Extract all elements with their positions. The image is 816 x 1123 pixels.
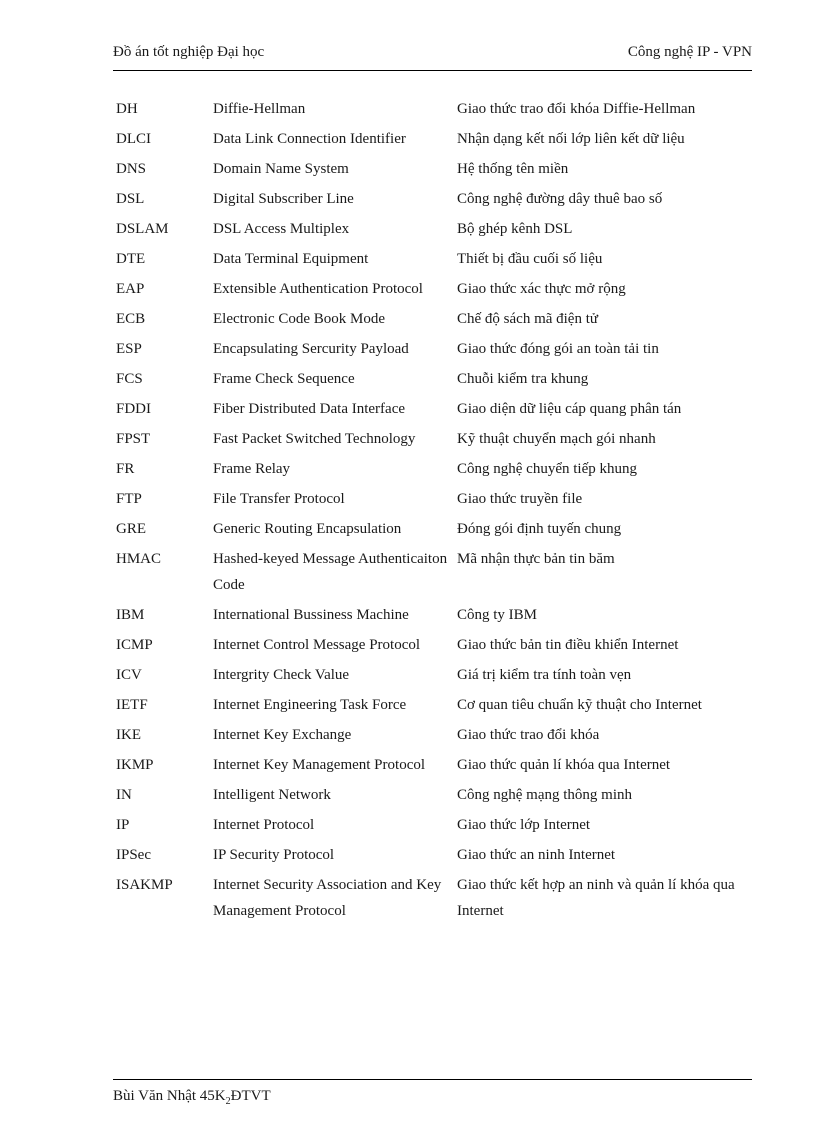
vietnamese-term-cell: Giao thức xác thực mở rộng bbox=[457, 281, 626, 297]
abbreviation-cell: DLCI bbox=[116, 131, 151, 147]
vietnamese-term-cell: Giao thức lớp Internet bbox=[457, 817, 591, 833]
english-term-cell: Electronic Code Book Mode bbox=[213, 311, 386, 327]
english-term-cell: Fast Packet Switched Technology bbox=[213, 431, 416, 447]
abbreviation-cell: FCS bbox=[116, 371, 143, 387]
abbreviation-cell: IBM bbox=[116, 607, 145, 623]
abbreviation-cell: DTE bbox=[116, 251, 146, 267]
english-term-cell: Internet Protocol bbox=[213, 817, 315, 833]
abbreviation-cell: ESP bbox=[116, 341, 142, 357]
abbreviation-cell: FR bbox=[116, 461, 135, 477]
table-row bbox=[116, 336, 756, 366]
english-term-cell: IP Security Protocol bbox=[213, 847, 335, 863]
table-row bbox=[116, 782, 756, 812]
vietnamese-term-cell: Giao thức an ninh Internet bbox=[457, 847, 616, 863]
english-term-cell: Internet Key Exchange bbox=[213, 727, 352, 743]
english-term-cell: Frame Relay bbox=[213, 461, 291, 477]
english-term-cell: Intelligent Network bbox=[213, 787, 331, 803]
abbreviation-cell: ISAKMP bbox=[116, 877, 173, 893]
page-header bbox=[113, 40, 752, 66]
table-row bbox=[116, 692, 756, 722]
abbreviation-cell: DH bbox=[116, 101, 138, 117]
table-row bbox=[116, 396, 756, 426]
abbreviation-cell: FDDI bbox=[116, 401, 152, 417]
vietnamese-term-cell: Mã nhận thực bản tin băm bbox=[457, 551, 615, 567]
abbreviation-cell: IN bbox=[116, 787, 132, 803]
vietnamese-term-cell: Giao thức bản tin điều khiển Internet bbox=[457, 637, 679, 653]
abbreviation-cell: IETF bbox=[116, 697, 148, 713]
english-term-cell: Internet Engineering Task Force bbox=[213, 697, 407, 713]
vietnamese-term-cell: Giao thức trao đổi khóa Diffie-Hellman bbox=[457, 101, 696, 117]
footer-rule bbox=[113, 1079, 752, 1080]
vietnamese-term-cell: Chuỗi kiểm tra khung bbox=[457, 371, 589, 387]
abbreviation-cell: ICV bbox=[116, 667, 142, 683]
vietnamese-term-cell: Công ty IBM bbox=[457, 607, 538, 623]
vietnamese-term-cell: Giao thức trao đổi khóa bbox=[457, 727, 600, 743]
vietnamese-term-cell: Kỹ thuật chuyển mạch gói nhanh bbox=[457, 431, 656, 447]
table-row bbox=[116, 186, 756, 216]
table-row bbox=[116, 216, 756, 246]
abbreviation-cell: IPSec bbox=[116, 847, 151, 863]
table-row bbox=[116, 156, 756, 186]
abbreviation-cell: FTP bbox=[116, 491, 142, 507]
abbreviation-cell: GRE bbox=[116, 521, 146, 537]
english-term-cell: Intergrity Check Value bbox=[213, 667, 350, 683]
abbreviation-cell: IKMP bbox=[116, 757, 154, 773]
english-term-cell: File Transfer Protocol bbox=[213, 491, 345, 507]
vietnamese-term-cell: Giao diện dữ liệu cáp quang phân tán bbox=[457, 401, 682, 417]
table-row bbox=[116, 602, 756, 632]
english-term-cell: Data Terminal Equipment bbox=[213, 251, 369, 267]
page-footer bbox=[113, 1088, 271, 1107]
english-term-cell: Internet Security Association and Key Management Protocol bbox=[213, 877, 442, 919]
footer-subscript: 2 bbox=[225, 1096, 231, 1107]
abbreviation-cell: IKE bbox=[116, 727, 141, 743]
english-term-cell: Frame Check Sequence bbox=[213, 371, 355, 387]
vietnamese-term-cell: Cơ quan tiêu chuẩn kỹ thuật cho Internet bbox=[457, 697, 702, 713]
table-row bbox=[116, 366, 756, 396]
abbreviation-cell: DSLAM bbox=[116, 221, 169, 237]
vietnamese-term-cell: Hệ thống tên miền bbox=[457, 161, 569, 177]
table-row bbox=[116, 306, 756, 336]
header-section-title: Công nghệ IP - VPN bbox=[627, 44, 752, 60]
english-term-cell: Data Link Connection Identifier bbox=[213, 131, 406, 147]
table-row bbox=[116, 722, 756, 752]
vietnamese-term-cell: Công nghệ mạng thông minh bbox=[457, 787, 632, 803]
abbreviation-cell: ICMP bbox=[116, 637, 153, 653]
vietnamese-term-cell: Giao thức kết hợp an ninh và quản lí khóa qua Internet bbox=[457, 877, 735, 919]
vietnamese-term-cell: Đóng gói định tuyến chung bbox=[457, 521, 622, 537]
abbreviation-cell: HMAC bbox=[116, 551, 162, 567]
vietnamese-term-cell: Công nghệ đường dây thuê bao số bbox=[457, 191, 663, 207]
english-term-cell: Internet Control Message Protocol bbox=[213, 637, 421, 653]
vietnamese-term-cell: Giao thức quản lí khóa qua Internet bbox=[457, 757, 671, 773]
english-term-cell: Fiber Distributed Data Interface bbox=[213, 401, 406, 417]
table-row bbox=[116, 752, 756, 782]
table-row bbox=[116, 276, 756, 306]
table-row bbox=[116, 246, 756, 276]
table-row bbox=[116, 662, 756, 692]
english-term-cell: DSL Access Multiplex bbox=[213, 221, 350, 237]
table-row bbox=[116, 546, 756, 602]
footer-department: ĐTVT bbox=[230, 1088, 271, 1104]
abbreviation-cell: DNS bbox=[116, 161, 147, 177]
english-term-cell: Hashed-keyed Message Authenticaiton Code bbox=[213, 551, 448, 593]
abbreviation-table bbox=[116, 96, 756, 928]
english-term-cell: Generic Routing Encapsulation bbox=[213, 521, 402, 537]
table-row bbox=[116, 632, 756, 662]
table-row bbox=[116, 126, 756, 156]
table-row bbox=[116, 456, 756, 486]
table-row bbox=[116, 812, 756, 842]
abbreviation-table-body bbox=[116, 96, 756, 928]
english-term-cell: Encapsulating Sercurity Payload bbox=[213, 341, 409, 357]
table-row bbox=[116, 426, 756, 456]
vietnamese-term-cell: Giao thức truyền file bbox=[457, 491, 583, 507]
abbreviation-cell: ECB bbox=[116, 311, 146, 327]
abbreviation-cell: IP bbox=[116, 817, 130, 833]
footer-author: Bùi Văn Nhật 45K bbox=[113, 1088, 226, 1104]
abbreviation-cell: EAP bbox=[116, 281, 145, 297]
table-row bbox=[116, 842, 756, 872]
table-row bbox=[116, 516, 756, 546]
vietnamese-term-cell: Giao thức đóng gói an toàn tải tin bbox=[457, 341, 659, 357]
table-row bbox=[116, 486, 756, 516]
vietnamese-term-cell: Nhận dạng kết nối lớp liên kết dữ liệu bbox=[457, 131, 685, 147]
header-document-title: Đồ án tốt nghiệp Đại học bbox=[113, 44, 265, 60]
table-row bbox=[116, 96, 756, 126]
vietnamese-term-cell: Bộ ghép kênh DSL bbox=[457, 221, 573, 237]
abbreviation-cell: DSL bbox=[116, 191, 145, 207]
abbreviation-cell: FPST bbox=[116, 431, 151, 447]
header-rule bbox=[113, 70, 752, 71]
vietnamese-term-cell: Chế độ sách mã điện tử bbox=[457, 311, 599, 327]
english-term-cell: International Bussiness Machine bbox=[213, 607, 409, 623]
english-term-cell: Domain Name System bbox=[213, 161, 349, 177]
vietnamese-term-cell: Thiết bị đầu cuối số liệu bbox=[457, 251, 603, 267]
english-term-cell: Diffie-Hellman bbox=[213, 101, 306, 117]
english-term-cell: Digital Subscriber Line bbox=[213, 191, 354, 207]
english-term-cell: Internet Key Management Protocol bbox=[213, 757, 426, 773]
vietnamese-term-cell: Công nghệ chuyển tiếp khung bbox=[457, 461, 637, 477]
table-row bbox=[116, 872, 756, 928]
vietnamese-term-cell: Giá trị kiểm tra tính toàn vẹn bbox=[457, 667, 632, 683]
english-term-cell: Extensible Authentication Protocol bbox=[213, 281, 423, 297]
